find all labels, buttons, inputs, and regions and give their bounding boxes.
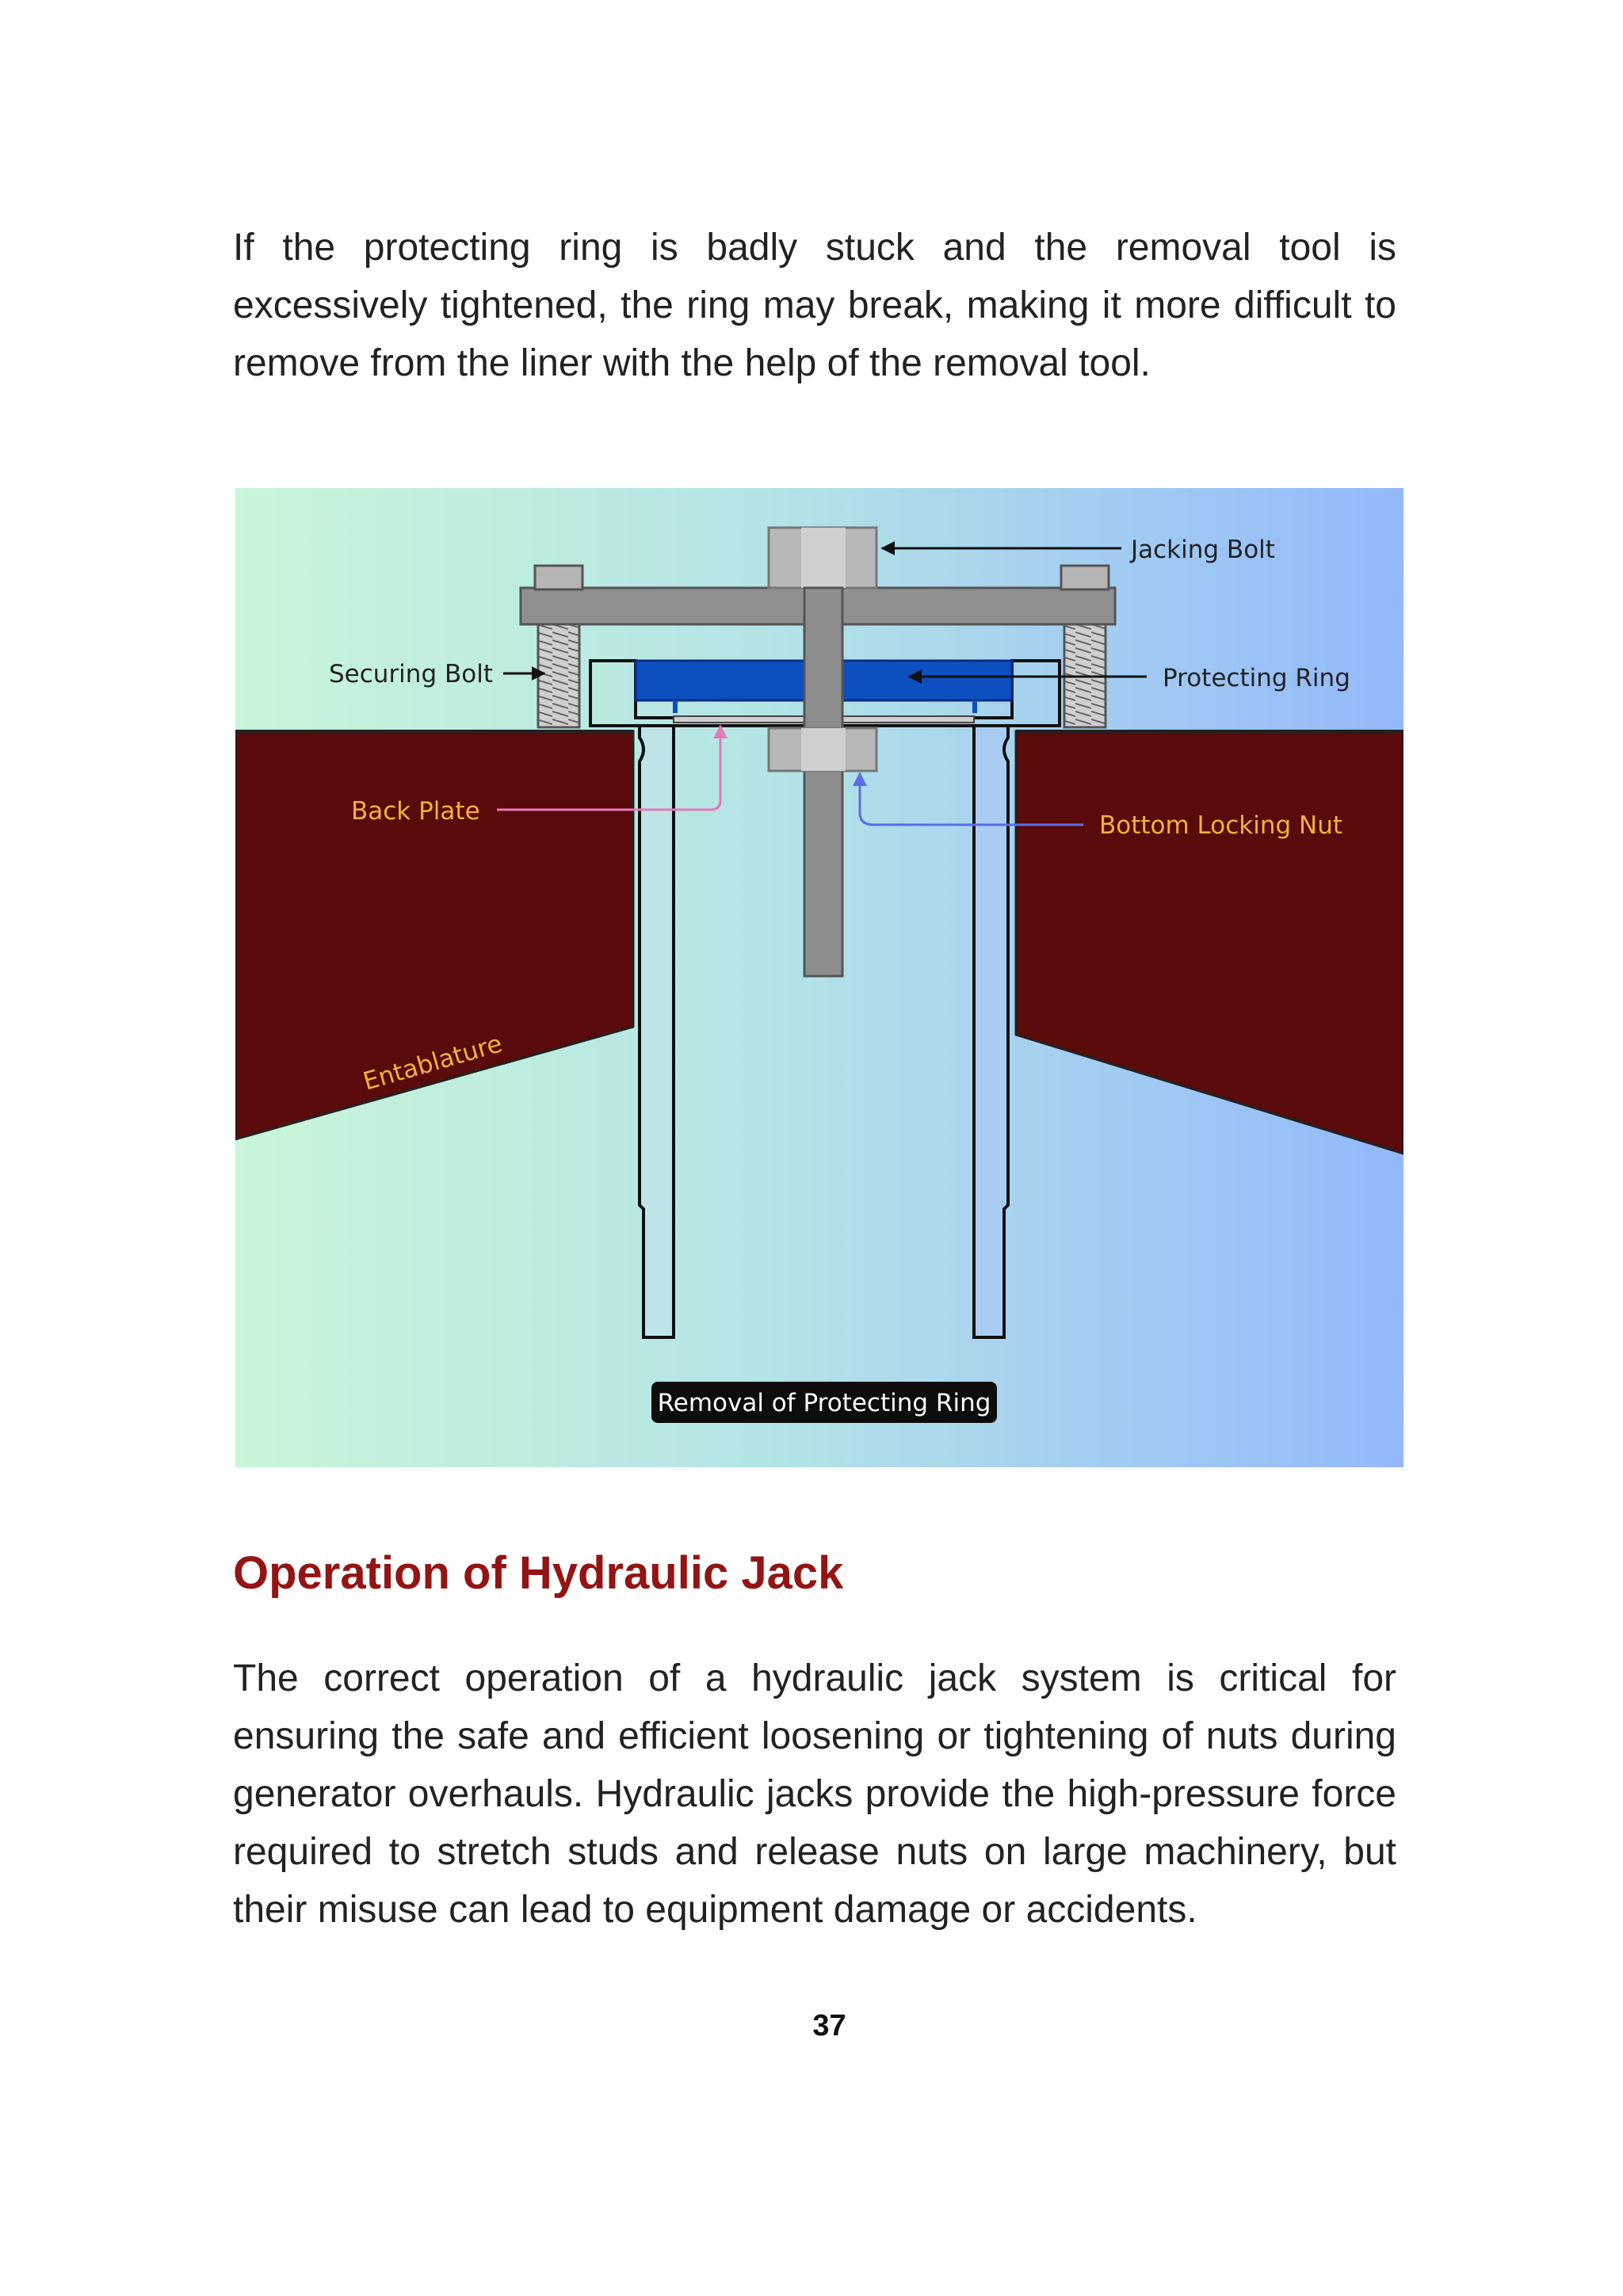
paragraph-intro: If the protecting ring is badly stuck and the removal tool is excessively tightened, the ring may break, making it more difficult to remove from the liner with the help of the removal tool.: [233, 227, 1396, 384]
liner-wall-right: [974, 726, 1008, 1337]
label-jacking-bolt: Jacking Bolt: [1131, 536, 1275, 564]
paragraph-hydraulic-jack: The correct operation of a hydraulic jack system is critical for ensuring the safe and efficient loosening or tightening of nuts during generator overhauls. Hydraulic jacks provide the high-pressure force required to stretch studs and release nuts on large machinery, but their misuse can lead to equipment damage or accidents.: [233, 1657, 1396, 1931]
protecting-ring-removal-diagram: [235, 488, 1403, 1467]
securing-bolt-left: [535, 566, 582, 727]
label-back-plate: Back Plate: [351, 797, 480, 826]
label-bottom-locking-nut: Bottom Locking Nut: [1099, 811, 1343, 840]
securing-bolt-right: [1061, 566, 1109, 727]
figure-caption: [651, 1382, 997, 1423]
liner-wall-left: [640, 726, 674, 1337]
bottom-locking-nut: [769, 728, 876, 771]
label-securing-bolt: Securing Bolt: [329, 660, 493, 688]
section-heading: Operation of Hydraulic Jack: [233, 1547, 844, 1599]
page-number: 37: [812, 2009, 846, 2042]
label-protecting-ring: Protecting Ring: [1163, 664, 1350, 692]
label-entablature: Entablature: [360, 1029, 506, 1097]
figure-caption-text: Removal of Protecting Ring: [657, 1389, 991, 1417]
